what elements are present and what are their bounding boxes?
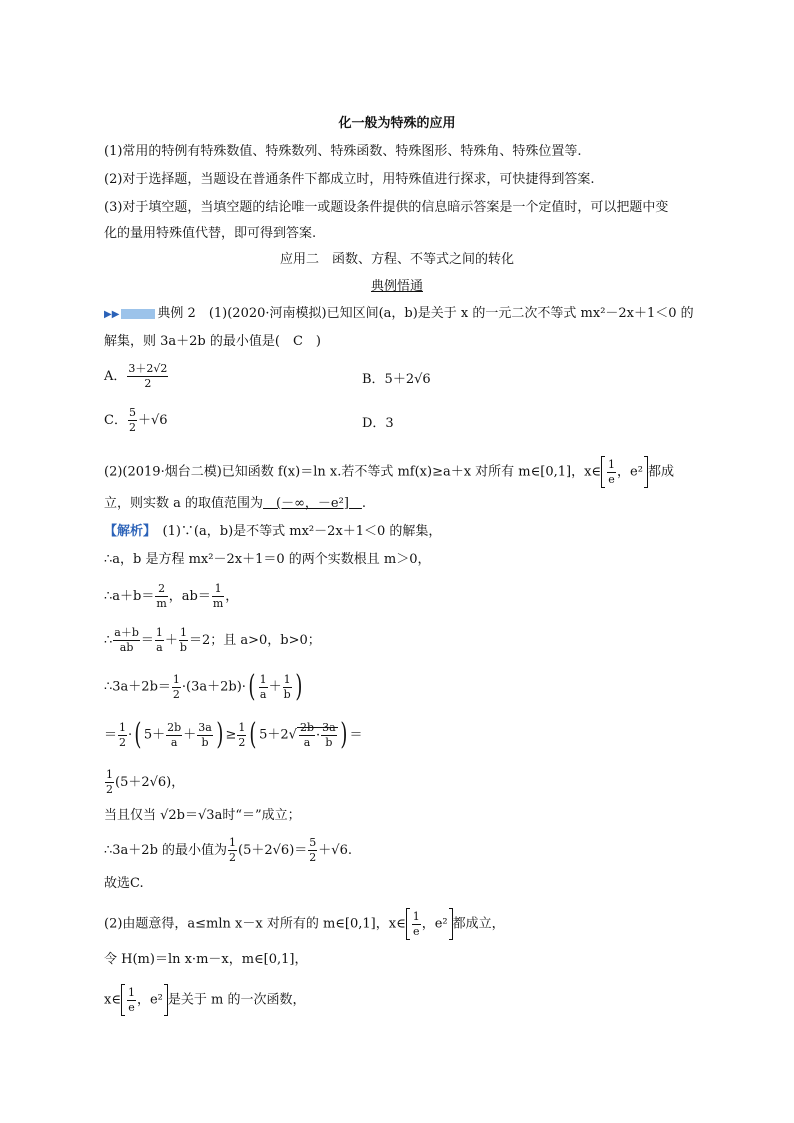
plus: ＋ <box>268 679 282 695</box>
frac-den: 2 <box>106 783 113 796</box>
right-paren: ) <box>216 717 224 752</box>
section-2-title: 应用二 函数、方程、不等式之间的转化 <box>279 252 514 267</box>
s6-pre: ＝ <box>104 727 118 743</box>
example-2-line-1 <box>104 456 674 488</box>
s4-pre: ∴ <box>104 633 113 648</box>
s11-pre: (2)由题意得，a≤mln x－x 对所有的 m∈[0,1]，x∈ <box>104 916 406 932</box>
s3-mid: ，ab＝ <box>168 589 211 604</box>
five-plus: 5＋ <box>143 727 166 743</box>
frac-num: 2b <box>167 720 182 734</box>
one-over-a <box>259 673 268 702</box>
option-a-fraction <box>127 362 168 391</box>
paragraph-2: (2)对于选择题，当题设在普通条件下都成立时，用特殊值进行探求，可快捷得到答案. <box>104 172 595 187</box>
equals: ＝ <box>349 727 363 743</box>
option-a-label: A． <box>104 369 127 384</box>
one-over-e <box>127 986 136 1015</box>
half <box>172 673 181 702</box>
highlight-marker <box>121 309 155 319</box>
solution-line-12: 令 H(m)＝ln x·m－x，m∈[0,1]， <box>104 952 308 967</box>
left-paren: ( <box>134 717 142 752</box>
sqrt-radicand <box>297 720 338 749</box>
s5-pre: ∴3a＋2b＝ <box>104 679 171 695</box>
frac-den: m <box>156 597 167 610</box>
half <box>118 721 127 750</box>
five-halves <box>308 836 317 865</box>
frac-den: e <box>128 1000 135 1014</box>
frac-den: 2 <box>172 687 180 701</box>
s13-post: 是关于 m 的一次函数， <box>167 992 306 1008</box>
one-over-a <box>155 626 164 655</box>
frac-num: 1 <box>172 672 180 686</box>
solution-line-4 <box>104 626 321 655</box>
frac-num: 1 <box>283 672 291 686</box>
paragraph-3a: (3)对于填空题，当填空题的结论唯一或题设条件提供的信息暗示答案是一个定值时，可以把题中变 <box>104 200 669 215</box>
frac-den: 2 <box>229 851 237 864</box>
example-2-text: (2)(2019·烟台二模)已知函数 f(x)＝ln x.若不等式 mf(x)≥a＋x 对所有 m∈[0,1]，x∈ <box>104 464 602 480</box>
s4-post: ＝2；且 a>0，b>0； <box>188 633 321 648</box>
solution-line-8: 当且仅当 √2b＝√3a时“＝”成立； <box>104 808 301 823</box>
option-a-denominator: 2 <box>144 377 152 390</box>
s9-mid: (5＋2√6)＝ <box>238 843 308 858</box>
one-over-b <box>283 673 292 702</box>
option-c-numerator: 5 <box>128 406 136 419</box>
frac-den: a <box>156 641 163 654</box>
frac-num: 1 <box>106 768 113 781</box>
frac-num: 1 <box>608 457 616 471</box>
s9-post: ＋√6. <box>318 843 352 858</box>
one-over-e <box>412 910 421 939</box>
half <box>105 768 114 797</box>
2b-over-a <box>166 721 182 750</box>
s3-pre: ∴a＋b＝ <box>104 589 155 604</box>
frac-num: 5 <box>309 836 317 849</box>
3a-over-b <box>197 721 213 750</box>
answer-blank: (－∞，－e²] <box>263 496 362 511</box>
s7-post: (5＋2√6)， <box>115 775 185 790</box>
s9-pre: ∴3a＋2b 的最小值为 <box>104 843 228 858</box>
frac-den: a <box>303 735 311 749</box>
options-row-2 <box>104 406 168 435</box>
s11-post: 都成立， <box>452 916 505 932</box>
option-c-rest: ＋√6 <box>137 413 168 428</box>
frac-den: b <box>201 735 209 749</box>
one-over-b <box>179 626 188 655</box>
frac-num: 1 <box>212 582 224 597</box>
equals: ＝ <box>140 633 154 648</box>
two-over-m <box>155 582 167 611</box>
solution-line-13 <box>104 984 305 1016</box>
option-d: D．3 <box>362 416 394 431</box>
frac-den: ab <box>119 641 134 654</box>
solution-line-2: ∴a，b 是方程 mx²－2x＋1＝0 的两个实数根且 m＞0， <box>104 552 431 567</box>
solution-line-3 <box>104 582 238 611</box>
solution-line-10: 故选C. <box>104 876 144 891</box>
left-paren: ( <box>248 669 256 704</box>
one-over-m <box>212 582 224 611</box>
paragraph-1: (1)常用的特例有特殊数值、特殊数列、特殊函数、特殊图形、特殊角、特殊位置等. <box>104 144 582 159</box>
frac-num: 3a <box>322 720 336 734</box>
frac-num: 2 <box>155 582 167 597</box>
3a-over-b <box>321 721 337 750</box>
e-squared: ，e² <box>136 992 163 1008</box>
right-paren: ) <box>340 717 348 752</box>
example-2-line-2 <box>104 494 366 514</box>
s5-mid: ·(3a＋2b)· <box>181 679 246 695</box>
sub-title <box>0 277 794 297</box>
frac-num: 1 <box>229 836 237 849</box>
plus: ＋ <box>164 633 178 648</box>
frac-num: 1 <box>259 672 267 686</box>
frac-den: b <box>325 735 333 749</box>
frac-num: 1 <box>119 720 127 734</box>
dot: · <box>316 727 321 743</box>
example-1-text: (1)(2020·河南模拟)已知区间(a，b)是关于 x 的一元二次不等式 mx²－2x＋1＜0 的 <box>208 306 694 321</box>
frac-den: a <box>259 687 267 701</box>
solution-line-6 <box>104 717 363 752</box>
double-arrow-icon: ▶▶ <box>104 309 120 320</box>
frac-den: 2 <box>309 851 317 864</box>
left-paren: ( <box>249 717 257 752</box>
example-label: 典例 2 <box>157 306 196 321</box>
frac-den: b <box>283 687 291 701</box>
2b-over-a <box>299 721 315 750</box>
frac-num: 1 <box>179 626 187 639</box>
solution-line-1 <box>104 522 441 542</box>
frac-den: 2 <box>119 735 127 749</box>
option-c-label: C． <box>104 413 127 428</box>
half <box>237 721 246 750</box>
sqrt-icon: √ <box>288 727 297 743</box>
one-over-e <box>607 458 616 487</box>
half <box>228 836 237 865</box>
right-paren: ) <box>295 669 303 704</box>
dot: · <box>128 727 133 743</box>
plus: ＋ <box>183 727 197 743</box>
solution-line-11 <box>104 908 505 940</box>
apb-over-ab <box>113 626 140 655</box>
solution-1-text: (1)∵(a，b)是不等式 mx²－2x＋1＜0 的解集， <box>149 524 442 539</box>
frac-num: 1 <box>127 985 135 999</box>
example-2-prefix: 立，则实数 a 的取值范围为 <box>104 496 264 511</box>
frac-num: 1 <box>412 909 420 923</box>
solution-line-5 <box>104 669 304 704</box>
example-2-suffix: . <box>361 496 367 511</box>
left-bracket <box>121 984 125 1016</box>
example-line-2: 解集，则 3a＋2b 的最小值是( C ) <box>104 334 321 349</box>
five-plus-two: 5＋2 <box>259 727 289 743</box>
frac-den: e <box>412 924 420 938</box>
section-title: 化一般为特殊的应用 <box>338 116 456 131</box>
e-squared: ，e² <box>617 464 643 480</box>
frac-den: b <box>179 641 187 654</box>
s13-pre: x∈ <box>104 992 121 1008</box>
left-bracket <box>406 908 410 940</box>
option-a-numerator: 3＋2√2 <box>128 362 168 375</box>
example-2-tail: 都成 <box>647 464 674 480</box>
solution-tag: 【解析】 <box>104 524 150 539</box>
option-b: B．5＋2√6 <box>362 372 431 387</box>
frac-den: a <box>170 735 178 749</box>
s3-post: ， <box>225 589 239 604</box>
options-row-1 <box>104 362 169 391</box>
geq: ≥ <box>225 727 237 743</box>
option-c-denominator: 2 <box>128 421 136 434</box>
example-line-1 <box>104 304 694 325</box>
frac-den: 2 <box>238 735 246 749</box>
sub-title-text: 典例悟通 <box>370 279 423 294</box>
option-c-fraction <box>128 406 137 435</box>
solution-line-9 <box>104 836 352 865</box>
paragraph-3b: 化的量用特殊值代替，即可得到答案. <box>104 226 317 241</box>
frac-num: a＋b <box>114 626 139 639</box>
e-squared: ，e² <box>421 916 448 932</box>
frac-num: 1 <box>155 626 163 639</box>
frac-den: m <box>212 597 224 610</box>
frac-num: 3a <box>198 720 212 734</box>
solution-line-7 <box>104 768 184 797</box>
left-bracket <box>601 456 605 488</box>
frac-num: 2b <box>299 720 315 734</box>
frac-den: e <box>608 472 615 486</box>
frac-num: 1 <box>238 720 246 734</box>
